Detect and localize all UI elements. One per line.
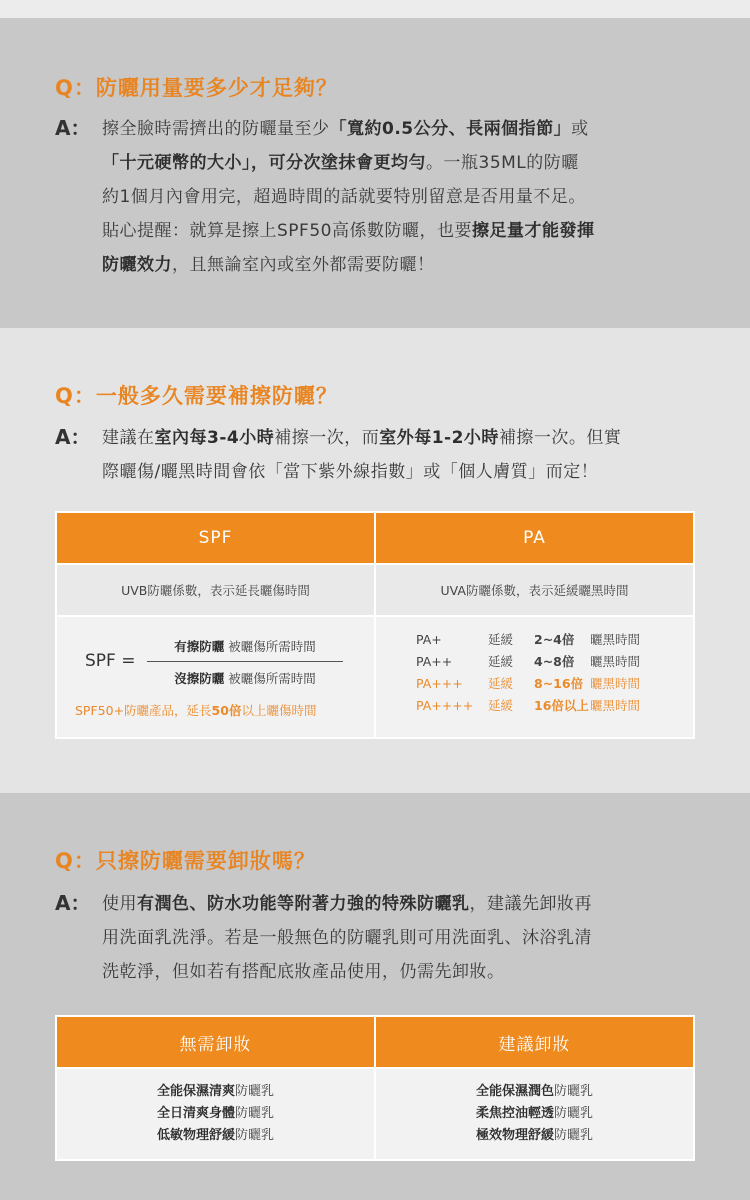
pa-grades-cell — [375, 616, 694, 738]
list-item: 極效物理舒緩防曬乳 — [475, 1128, 594, 1143]
pa-grade-row — [416, 695, 660, 717]
pa-effect: 曬黑時間 — [590, 654, 641, 669]
spf50-note: SPF50+防曬產品，延長50倍以上曬傷時間 — [75, 703, 317, 718]
answer-mark: A： — [55, 116, 91, 140]
answer-line: 防曬效力，且無論室內或室外都需要防曬！ — [102, 255, 435, 275]
pa-effect: 曬黑時間 — [590, 676, 641, 691]
spf-description: UVB防曬係數，表示延長曬傷時間 — [56, 564, 375, 616]
pa-description: UVA防曬係數，表示延緩曬黑時間 — [375, 564, 694, 616]
pa-header: PA — [375, 512, 694, 564]
list-item: 全能保濕潤色防曬乳 — [475, 1084, 594, 1099]
pa-grade: PA++ — [416, 654, 453, 669]
pa-grade: PA+ — [416, 632, 442, 647]
pa-delay: 延緩 — [488, 654, 514, 669]
pa-delay: 延緩 — [488, 632, 514, 647]
answer-line: 際曬傷/曬黑時間會依「當下紫外線指數」或「個人膚質」而定！ — [102, 462, 599, 482]
answer-line: 用洗面乳洗淨。若是一般無色的防曬乳則可用洗面乳、沐浴乳清 — [102, 928, 592, 948]
pa-times: 4~8倍 — [534, 654, 575, 669]
spf-formula-label: SPF = — [85, 651, 136, 671]
answer-line: 洗乾淨，但如若有搭配底妝產品使用，仍需先卸妝。 — [102, 962, 505, 982]
list-item: 全能保濕清爽防曬乳 — [156, 1084, 275, 1099]
pa-grade-row — [416, 673, 660, 695]
makeup-removal-table — [55, 1015, 695, 1161]
answer-line: 擦全臉時需擠出的防曬量至少「寬約0.5公分、長兩個指節」或 — [102, 119, 589, 139]
pa-grade: PA++++ — [416, 698, 474, 713]
pa-times: 16倍以上 — [534, 698, 589, 713]
pa-times: 2~4倍 — [534, 632, 575, 647]
question-reapply: Q：一般多久需要補擦防曬？ — [55, 384, 338, 408]
pa-grade: PA+++ — [416, 676, 463, 691]
spf-denominator: 沒擦防曬 被曬傷所需時間 — [174, 671, 316, 686]
pa-grade-row — [416, 629, 660, 651]
removal-header: 建議卸妝 — [375, 1016, 694, 1068]
pa-delay: 延緩 — [488, 676, 514, 691]
list-item: 全日清爽身體防曬乳 — [156, 1106, 275, 1121]
answer-line: 建議在室內每3-4小時補擦一次，而室外每1-2小時補擦一次。但實 — [102, 428, 622, 448]
answer-line: 使用有潤色、防水功能等附著力強的特殊防曬乳，建議先卸妝再 — [102, 894, 592, 914]
pa-effect: 曬黑時間 — [590, 698, 641, 713]
fraction-bar — [147, 661, 343, 662]
spf-formula-cell — [56, 616, 375, 738]
list-item: 低敏物理舒緩防曬乳 — [156, 1128, 275, 1143]
pa-grade-row — [416, 651, 660, 673]
pa-times: 8~16倍 — [534, 676, 584, 691]
top-strip — [0, 0, 750, 18]
question-makeup-removal: Q：只擦防曬需要卸妝嗎？ — [55, 849, 316, 873]
list-item: 柔焦控油輕透防曬乳 — [475, 1106, 594, 1121]
spf-pa-table — [55, 511, 695, 739]
question-usage-amount: Q：防曬用量要多少才足夠？ — [55, 76, 338, 100]
pa-grade-list — [416, 629, 660, 717]
pa-delay: 延緩 — [488, 698, 514, 713]
answer-line: 「十元硬幣的大小」，可分次塗抹會更均勻。一瓶35ML的防曬 — [102, 153, 579, 173]
spf-numerator: 有擦防曬 被曬傷所需時間 — [174, 639, 316, 654]
pa-effect: 曬黑時間 — [590, 632, 641, 647]
answer-line: 貼心提醒：就算是擦上SPF50高係數防曬，也要擦足量才能發揮 — [102, 221, 595, 241]
removal-list — [375, 1068, 694, 1160]
answer-line: 約1個月內會用完，超過時間的話就要特別留意是否用量不足。 — [102, 187, 586, 207]
no-removal-header: 無需卸妝 — [56, 1016, 375, 1068]
spf-header: SPF — [56, 512, 375, 564]
no-removal-list — [56, 1068, 375, 1160]
answer-mark: A： — [55, 891, 91, 915]
answer-mark: A： — [55, 425, 91, 449]
